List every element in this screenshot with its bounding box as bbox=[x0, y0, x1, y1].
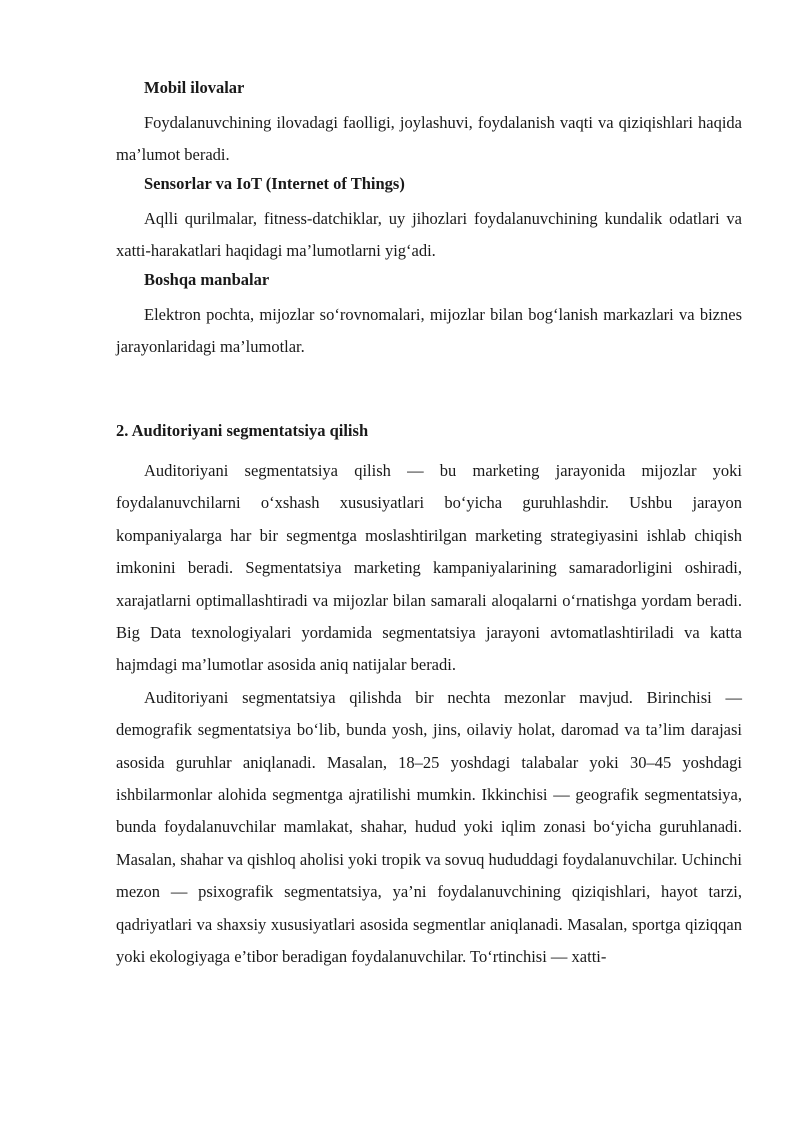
paragraph-segmentation-criteria: Auditoriyani segmentatsiya qilishda bir nechta mezonlar mavjud. Birinchisi — demografik segmentatsiya bo‘lib, bunda yosh, jins, oilaviy holat, daromad va ta’lim darajasi asosida guruhlar aniqlanadi. Masalan, 18–25 yoshdagi talabalar yoki 30–45 yoshdagi ishbilarmonlar alohida segmentga ajratilishi mumkin. Ikkinchisi — geografik segmentatsiya, bunda foydalanuvchilar mamlakat, shahar, hudud yoki iqlim zonasi bo‘yicha guruhlanadi. Masalan, shahar va qishloq aholisi yoki tropik va sovuq hududdagi foydalanuvchilar. Uchinchi mezon — psixografik segmentatsiya, ya’ni foydalanuvchining qiziqishlari, hayot tarzi, qadriyatlari va shaxsiy xususiyatlari asosida segmentlar aniqlanadi. Masalan, sportga qiziqqan yoki ekologiyaga e’tibor beradigan foydalanuvchilar. To‘rtinchisi — xatti- bbox=[116, 687, 742, 967]
subheading-sensors-iot: Sensorlar va IoT (Internet of Things) bbox=[144, 174, 405, 193]
paragraph-sensors-iot: Aqlli qurilmalar, fitness-datchiklar, uy jihozlari foydalanuvchining kundalik odatlari va xatti-harakatlari haqidagi ma’lumotlarni yig‘adi. bbox=[116, 209, 742, 260]
paragraph-segmentation-intro: Auditoriyani segmentatsiya qilish — bu marketing jarayonida mijozlar yoki foydalanuvchilarni o‘xshash xususiyatlari bo‘yicha guruhlashdir. Ushbu jarayon kompaniyalarga har bir segmentga moslashtirilgan marketing strategiyasini ishlab chiqish imkonini beradi. Segmentatsiya marketing kampaniyalarining samaradorligini oshiradi, xarajatlarni optimallashtiradi va mijozlar bilan samarali aloqalarni o‘rnatishga yordam beradi. Big Data texnologiyalari yordamida segmentatsiya jarayoni avtomatlashtiriladi va katta hajmdagi ma’lumotlar asosida aniq natijalar beradi. bbox=[116, 461, 742, 675]
subheading-other-sources: Boshqa manbalar bbox=[144, 270, 270, 289]
paragraph-mobile-apps: Foydalanuvchining ilovadagi faolligi, joylashuvi, foydalanish vaqti va qiziqishlari haqida ma’lumot beradi. bbox=[116, 113, 742, 164]
section-heading: 2. Auditoriyani segmentatsiya qilish bbox=[116, 421, 369, 440]
subheading-mobile-apps: Mobil ilovalar bbox=[144, 78, 245, 97]
document-page bbox=[116, 76, 742, 974]
paragraph-other-sources: Elektron pochta, mijozlar so‘rovnomalari, mijozlar bilan bog‘lanish markazlari va biznes jarayonlaridagi ma’lumotlar. bbox=[116, 305, 742, 356]
